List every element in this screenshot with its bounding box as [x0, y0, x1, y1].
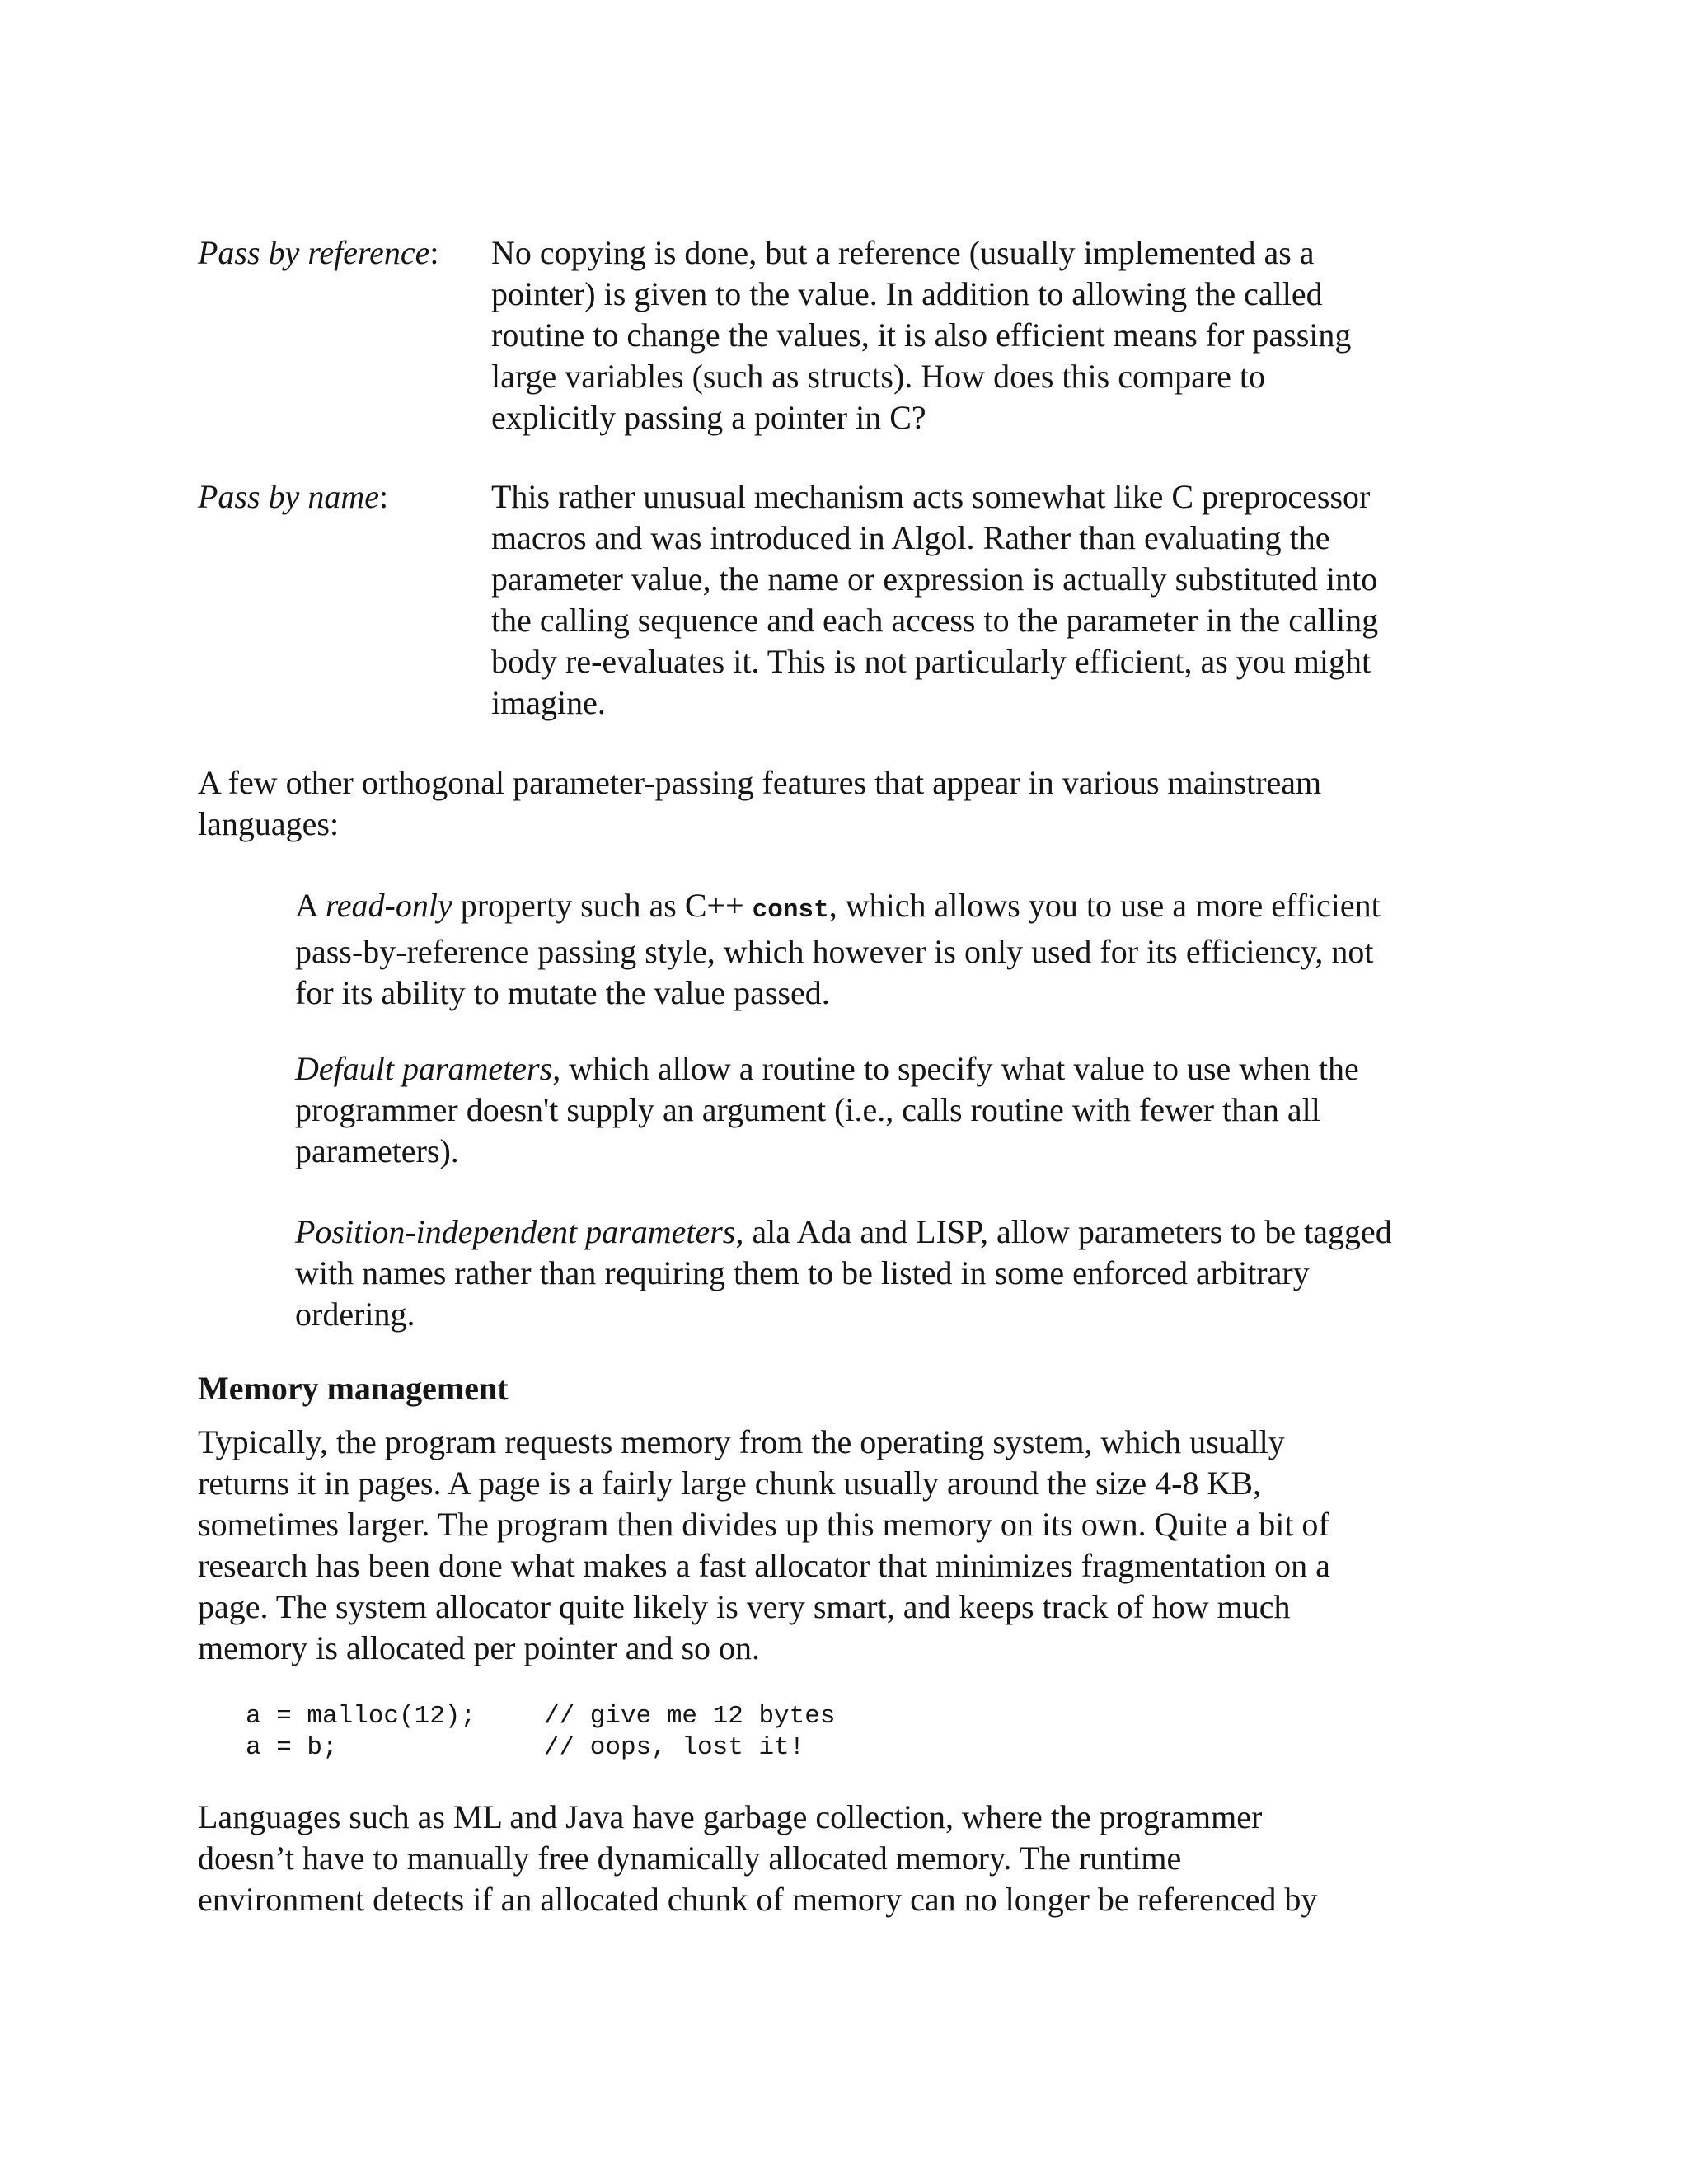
- italic-term: Position-independent parameters: [295, 1213, 736, 1250]
- definition-pass-by-reference: [491, 232, 1505, 438]
- term-colon: :: [429, 234, 439, 271]
- feature-default-parameters: [295, 1048, 1531, 1172]
- text-line: pass-by-reference passing style, which however is only used for its efficiency, not: [295, 933, 1374, 970]
- text-line: routine to change the values, it is also efficient means for passing: [491, 316, 1352, 354]
- text-line: [295, 1212, 1531, 1253]
- text-line: research has been done what makes a fast allocator that minimizes fragmentation on a: [198, 1547, 1330, 1584]
- code-example: [246, 1701, 835, 1764]
- text-line: doesn’t have to manually free dynamically allocated memory. The runtime: [198, 1840, 1182, 1877]
- text-fragment: , ala Ada and LISP, allow parameters to be tagged: [735, 1213, 1392, 1250]
- term-pass-by-reference: [198, 232, 439, 274]
- text-fragment: , which allow a routine to specify what value to use when the: [552, 1050, 1359, 1087]
- text-line: sometimes larger. The program then divides up this memory on its own. Quite a bit of: [198, 1506, 1329, 1543]
- term-label: Pass by reference: [198, 234, 430, 271]
- code-comment: // give me 12 bytes: [544, 1702, 836, 1731]
- text-fragment: , which allows you to use a more efficient: [828, 887, 1381, 924]
- gc-paragraph: [198, 1797, 1517, 1920]
- text-fragment: property such as C++: [452, 887, 753, 924]
- text-line: memory is allocated per pointer and so on.: [198, 1629, 761, 1666]
- code-statement: a = malloc(12);: [246, 1702, 476, 1731]
- term-pass-by-name: [198, 476, 388, 518]
- memory-paragraph: [198, 1422, 1517, 1669]
- code-line: [246, 1701, 835, 1732]
- text-line: large variables (such as structs). How does this compare to: [491, 358, 1266, 395]
- text-line: page. The system allocator quite likely is very smart, and keeps track of how much: [198, 1588, 1291, 1625]
- text-line: the calling sequence and each access to the parameter in the calling: [491, 602, 1379, 639]
- term-colon: :: [378, 478, 389, 515]
- text-line: [295, 1048, 1531, 1090]
- text-line: returns it in pages. A page is a fairly large chunk usually around the size 4-8 KB,: [198, 1465, 1262, 1502]
- code-comment: // oops, lost it!: [544, 1733, 805, 1762]
- text-line: body re-evaluates it. This is not particularly efficient, as you might: [491, 643, 1372, 680]
- text-line: A few other orthogonal parameter-passing features that appear in various mainstream: [198, 764, 1322, 801]
- section-heading: Memory management: [198, 1370, 509, 1407]
- text-line: Typically, the program requests memory from the operating system, which usually: [198, 1423, 1285, 1460]
- text-line: parameter value, the name or expression is actually substituted into: [491, 560, 1378, 598]
- text-line: ordering.: [295, 1296, 415, 1333]
- term-label: Pass by name: [198, 478, 379, 515]
- features-intro-paragraph: [198, 762, 1517, 845]
- text-line: pointer) is given to the value. In addition to allowing the called: [491, 275, 1323, 312]
- text-line: macros and was introduced in Algol. Rather than evaluating the: [491, 519, 1330, 556]
- text-line: parameters).: [295, 1132, 459, 1169]
- text-line: languages:: [198, 805, 340, 842]
- italic-term: read-only: [325, 887, 452, 924]
- text-line: This rather unusual mechanism acts somewhat like C preprocessor: [491, 478, 1371, 515]
- feature-read-only: [295, 885, 1531, 1014]
- text-line: programmer doesn't supply an argument (i.e., calls routine with fewer than all: [295, 1091, 1320, 1128]
- code-line: [246, 1732, 835, 1764]
- text-fragment: A: [295, 887, 326, 924]
- text-line: imagine.: [491, 684, 606, 721]
- text-line: with names rather than requiring them to be listed in some enforced arbitrary: [295, 1254, 1310, 1291]
- text-line: environment detects if an allocated chunk of memory can no longer be referenced by: [198, 1881, 1318, 1918]
- text-line: No copying is done, but a reference (usually implemented as a: [491, 234, 1315, 271]
- text-line: Languages such as ML and Java have garbage collection, where the programmer: [198, 1798, 1263, 1835]
- text-line: explicitly passing a pointer in C?: [491, 399, 926, 436]
- code-statement: a = b;: [246, 1733, 338, 1762]
- text-line: [295, 885, 1531, 931]
- text-line: for its ability to mutate the value passed.: [295, 974, 830, 1011]
- definition-pass-by-name: [491, 476, 1505, 724]
- feature-position-independent: [295, 1212, 1531, 1335]
- italic-term: Default parameters: [295, 1050, 553, 1087]
- inline-code: const: [752, 896, 829, 925]
